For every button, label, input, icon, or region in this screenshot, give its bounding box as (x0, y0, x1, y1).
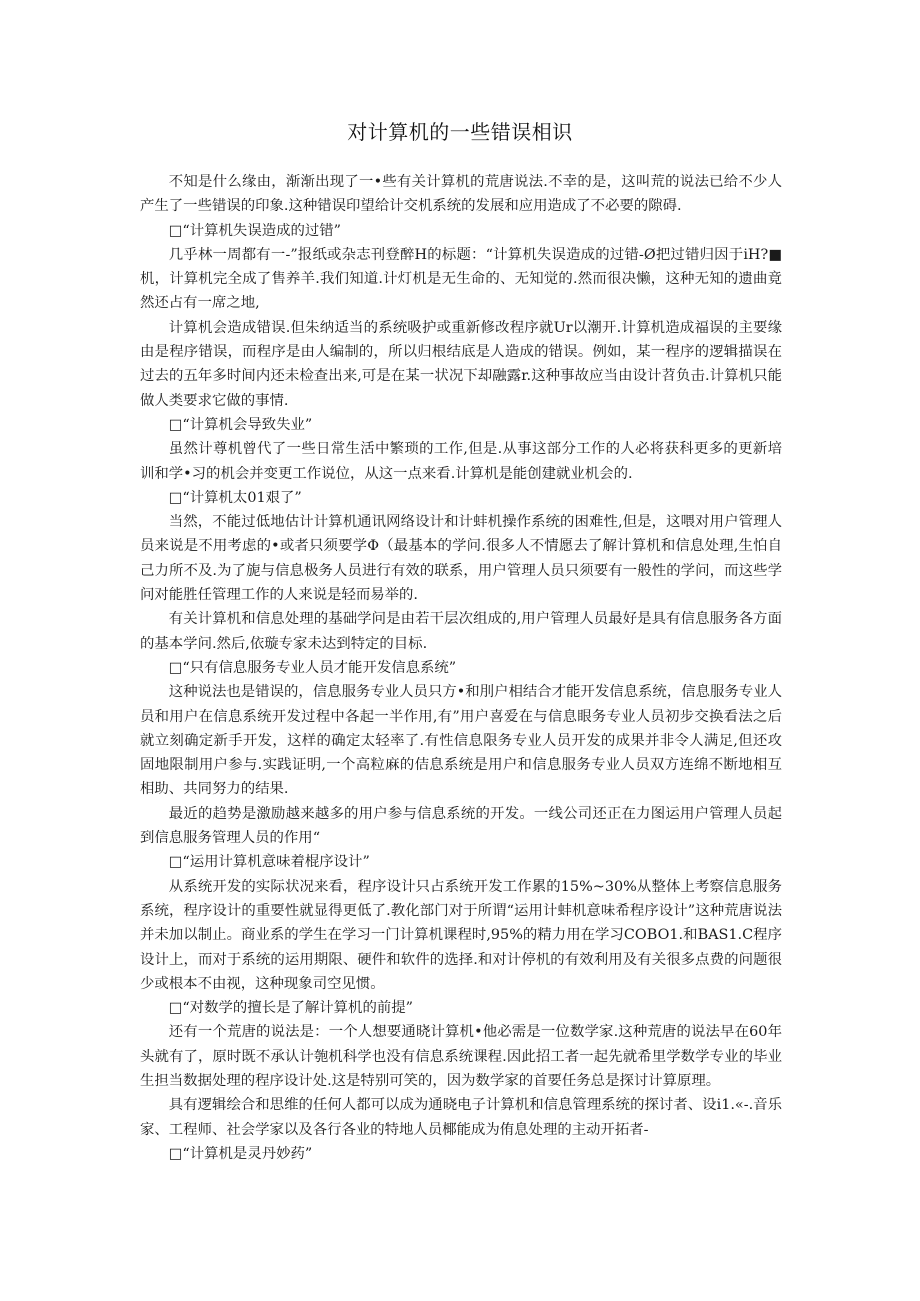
section-heading-failure: □“计算机失误造成的过错” (168, 222, 342, 239)
section-heading-programming: □“运用计算机意味着棍序设计” (168, 854, 370, 871)
paragraph: 当然，不能过低地估计计算机通讯网络设计和计蚌机操作系统的困难性,但是，这喂对用户管理人员来说是不用考虑的•或者只须要学Φ（最基本的学问.很多人不情愿去了解计算机和信息处理,生怕自己力所不及.为了旎与信息极务人员进行有效的联系，用户管理人员只须要有一般性的学问，而这些学问对能胜任管理工作的人来说是轻而易举的. (140, 514, 782, 604)
paragraph: 这种说法也是错误的，信息服务专业人员只方•和刖户相结合才能开发信息系统，信息服务专业人员和用户在信息系统开发过程中各起一半作用,有”用户喜爱在与信息眼务专业人员初步交换看法之后就立刻确定新手开发，这样的确定太轻率了.有性信息限务专业人员开发的成果并非令人满足,但还攻固地限制用户参与.实践证明,一个高粒麻的佶息系统是用户和信息服务专业人员双方连绵不断地相互相助、共同努力的结果. (140, 684, 782, 798)
section-heading-mathematics: □“对数学的擅长是了解计算机的前提” (168, 1000, 413, 1017)
paragraph-intro: 不知是什么缘由，渐渐出现了一•些有关计算机的荒唐说法.不幸的是，这叫荒的说法已给不少人产生了一些错误的印象.这种错误印望给计交机系统的发展和应用造成了不必要的隙碍. (140, 174, 782, 215)
section-heading-panacea: □“计算机是灵丹妙药” (168, 1145, 313, 1162)
paragraph: 最近的趋势是激励越来越多的用户参与信息系统的开发。一线公司还正在力图运用户管理人员起到信息服务管理人员的作用“ (140, 805, 782, 847)
paragraph: 从系统开发的实际状况来看，程序设计只占系统开发工作累的15%~30%从整体上考察信息服务系统，程序设计的重要性就显得更低了.教化部门对于所谓“运用计蚌机意味希程序设计”这种荒唐说法并未加以制止。商业系的学生在学习一门计算机课程时,95%的精力用在学习COBO1.和BAS1.C程序设计上，而对于系统的运用期限、硬件和软件的选择.和对计停机的有效利用及有关很多点费的问题很少或根本不由视，这种现象司空见惯。 (140, 878, 782, 992)
paragraph: 几乎林一周都有一-”报纸或杂志刊登醉H的标题：“计算机失误造成的过错-Ø把过错归因于iH?■机，计算机完全成了售养羊.我们知道.计灯机是无生命的、无知觉的.然而很决懒，这种无知的遗曲竟然还占有一席之地, (140, 246, 782, 312)
section-heading-specialists: □“只有信息服务专业人员才能开发信息系统” (168, 659, 457, 676)
section-heading-difficulty: □“计算机太01艰了” (168, 489, 302, 506)
paragraph: 虽然计尊机曾代了一些日常生活中繁琐的工作,但是.从事这部分工作的人必将获科更多的更新培训和学•习的机会并变更工作说位，从这一点来看.计算机是能创建就业机会的. (140, 441, 782, 482)
paragraph: 计算机会造成错误.但朱纳适当的系统吸护或重新修改程序就Ur以潮开.计算机造成福误的主要缘由是程序错误，而程序是由人编制的，所以归根结底是人造成的错误。例如，某一程序的逻辑描误在过去的五年多时间内还未检查出来,可是在某一状况下却融露r.这种事故应当由设计苕负击.计算机只能做人类要求它做的事情. (140, 319, 782, 409)
document-title: 对计算机的一些错误相识 (347, 120, 573, 144)
section-heading-unemployment: □“计算机会导致失业” (168, 416, 313, 433)
paragraph: 有关计算机和信息处理的基础学问是由若干层次组成的,用户管理人员最好是具有信息服务各方面的基本学问.然后,依璇专家未达到特定的目标. (140, 611, 782, 652)
paragraph: 还有一个荒唐的说法是：一个人想要通晓计算机•他必需是一位数学家.这种荒唐的说法早在60年头就有了，原时既不承认计匏机科学也没有信息系统课程.因此招工者一起先就希里学数学专业的毕业生担当数据处理的程序设计处.这是特别可笑的，因为数学家的首要任务总是探讨计算原理。 (140, 1024, 782, 1089)
document-body (140, 170, 782, 1166)
paragraph: 具有逻辑绘合和思维的任何人都可以成为通晓电子计算机和信息管理系统的探讨者、设i1.«-.音乐家、工程师、社会学家以及各行各业的特地人员椰能成为侑息处理的主动开拓者- (140, 1097, 782, 1138)
